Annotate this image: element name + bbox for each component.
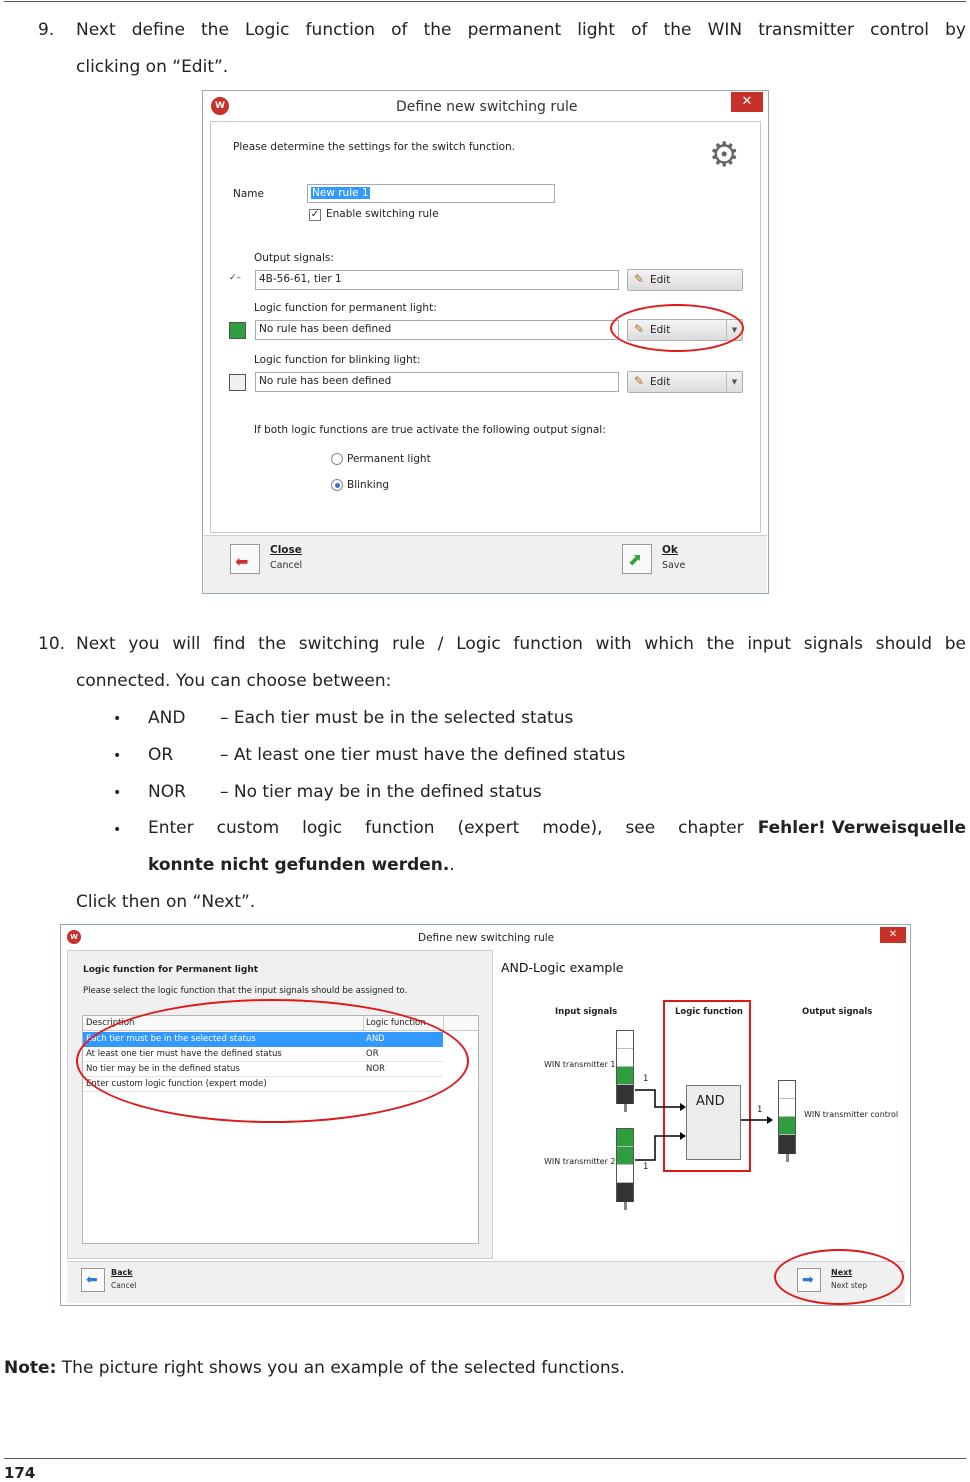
edit-output-button[interactable] (627, 269, 743, 291)
logic-heading: Logic function for Permanent light (83, 965, 259, 975)
step10-line1: Next you will find the switching rule / Logic function with which the input signals should be (76, 634, 966, 654)
back-button-title[interactable]: Back (111, 1268, 133, 1277)
row-logic: AND (366, 1034, 385, 1044)
step9-line2: clicking on “Edit”. (76, 57, 229, 77)
enable-label: Enable switching rule (326, 208, 439, 220)
dialog-title: Define new switching rule (396, 99, 578, 115)
bottom-rule (4, 1458, 966, 1459)
word: mode), (542, 818, 603, 838)
bullet-custom-text (148, 810, 744, 847)
input-signals-heading: Input signals (555, 1007, 618, 1017)
chevron-down-icon[interactable]: ▼ (726, 372, 742, 392)
row-logic: OR (366, 1049, 379, 1059)
permanent-light-radio-label: Permanent light (347, 453, 431, 465)
intro-text: Please determine the settings for the switch function. (233, 141, 516, 153)
permanent-light-radio[interactable] (331, 453, 343, 465)
bullet-or-desc: – At least one tier must have the defined status (220, 745, 626, 765)
step9-line1: Next define the Logic function of the permanent light of the WIN transmitter control by (76, 20, 966, 40)
top-rule (4, 1, 966, 2)
row-description: Enter custom logic function (expert mode) (86, 1079, 267, 1089)
bullet-custom-line2 (148, 847, 455, 884)
edit-label: Edit (650, 324, 671, 336)
permanent-field[interactable]: No rule has been defined (255, 320, 619, 340)
example-pane (495, 950, 905, 1259)
word: chapter (678, 818, 744, 838)
word: see (625, 818, 656, 838)
check-arrow-icon: ⬈ (628, 550, 643, 570)
word: (expert (457, 818, 520, 838)
highlight-ellipse-next (774, 1249, 904, 1305)
chapter-reference-1[interactable]: Fehler! Verweisquelle (757, 818, 966, 838)
example-title: AND-Logic example (501, 960, 624, 975)
bullet-and-term: AND (148, 708, 186, 728)
chapter-reference-2[interactable]: konnte nicht gefunden werden. (148, 855, 450, 875)
col-logic[interactable]: Logic function (366, 1018, 426, 1028)
edit-label: Edit (650, 274, 671, 286)
output-count: 1 (757, 1105, 763, 1115)
transmitter1-label: WIN transmitter 1 (544, 1060, 616, 1069)
enable-checkbox[interactable]: ✓ (310, 209, 320, 220)
bullet-nor-term: NOR (148, 782, 186, 802)
blinking-label: Logic function for blinking light: (254, 354, 421, 366)
bullet-nor-desc: – No tier may be in the defined status (220, 782, 542, 802)
row-logic: NOR (366, 1064, 385, 1074)
input1-count: 1 (643, 1074, 649, 1084)
output-signals-heading: Output signals (802, 1007, 873, 1017)
name-label: Name (233, 188, 264, 200)
logic-function-heading: Logic function (675, 1007, 743, 1017)
highlight-ellipse-table (76, 999, 469, 1123)
row-description: No tier may be in the defined status (86, 1064, 240, 1074)
permanent-color-swatch (229, 322, 246, 339)
app-logo-icon: W (67, 930, 81, 944)
ok-button-sub: Save (662, 560, 686, 571)
page-number: 174 (4, 1464, 36, 1482)
bullet-custom-line1 (148, 810, 966, 847)
bullet-dot: • (113, 748, 122, 764)
signal-icon: ✓– (229, 273, 242, 283)
blinking-field[interactable]: No rule has been defined (255, 372, 619, 392)
bullet-or-term: OR (148, 745, 174, 765)
transmitter2-label: WIN transmitter 2 (544, 1157, 616, 1166)
logic-instruction: Please select the logic function that the input signals should be assigned to. (83, 986, 408, 996)
output-control-label: WIN transmitter control (804, 1110, 899, 1119)
name-field[interactable] (307, 184, 555, 203)
pencil-icon: ✎ (634, 272, 645, 286)
both-label: If both logic functions are true activate the following output signal: (254, 424, 606, 436)
exit-arrow-icon: ⬅ (235, 552, 249, 571)
back-button-icon[interactable] (81, 1268, 105, 1292)
next-arrow-icon: ➡ (802, 1272, 814, 1288)
blinking-radio[interactable] (331, 479, 343, 491)
output-signals-label: Output signals: (254, 252, 334, 264)
ok-button-icon[interactable] (622, 544, 652, 574)
back-button-sub: Cancel (111, 1281, 137, 1290)
dialog2-title: Define new switching rule (418, 932, 555, 944)
click-next-text: Click then on “Next”. (76, 892, 256, 912)
signal-tower-output (778, 1080, 796, 1154)
word: logic (302, 818, 343, 838)
step10-line2: connected. You can choose between: (76, 671, 392, 691)
pencil-icon: ✎ (634, 322, 645, 336)
ok-button-title[interactable]: Ok (662, 544, 678, 556)
bullet-dot: • (113, 822, 122, 838)
word: function (365, 818, 435, 838)
app-logo-icon: W (211, 97, 229, 115)
bullet-and-desc: – Each tier must be in the selected status (220, 708, 574, 728)
row-description: At least one tier must have the defined status (86, 1049, 282, 1059)
permanent-label: Logic function for permanent light: (254, 302, 437, 314)
bullet-dot: • (113, 785, 122, 801)
word: custom (216, 818, 280, 838)
next-button-title[interactable]: Next (831, 1268, 853, 1277)
name-value: New rule 1 (312, 187, 369, 199)
gear-icon: ⚙ (709, 135, 740, 175)
highlight-ellipse-edit (610, 304, 744, 352)
period: . (449, 855, 455, 875)
blinking-color-swatch (229, 374, 246, 391)
col-description[interactable]: Description (86, 1018, 135, 1028)
next-button-sub: Next step (831, 1281, 868, 1290)
note-label: Note: (4, 1358, 57, 1378)
back-arrow-icon: ⬅ (86, 1272, 98, 1288)
edit-label: Edit (650, 376, 671, 388)
note-paragraph (4, 1350, 625, 1387)
bullet-dot: • (113, 711, 122, 727)
step10-number: 10. (38, 634, 66, 654)
pencil-icon: ✎ (634, 374, 645, 388)
word: Enter (148, 818, 194, 838)
close-icon[interactable]: ✕ (880, 927, 906, 943)
and-gate-label: AND (696, 1094, 725, 1109)
close-icon[interactable]: ✕ (731, 92, 763, 112)
close-button-sub: Cancel (270, 560, 303, 571)
step9-number: 9. (38, 20, 55, 40)
row-description: Each tier must be in the selected status (86, 1034, 256, 1044)
note-text: The picture right shows you an example of the selected functions. (56, 1358, 625, 1378)
chevron-down-icon[interactable]: ▼ (726, 320, 742, 340)
blinking-radio-label: Blinking (347, 479, 390, 491)
output-signals-field[interactable]: 4B-56-61, tier 1 (255, 270, 619, 290)
close-button-icon[interactable] (230, 544, 260, 574)
close-button-title[interactable]: Close (270, 544, 302, 556)
dialog-footer (204, 535, 767, 593)
edit-blinking-button[interactable] (627, 371, 743, 393)
input2-count: 1 (643, 1162, 649, 1172)
and-gate-block (686, 1085, 741, 1160)
